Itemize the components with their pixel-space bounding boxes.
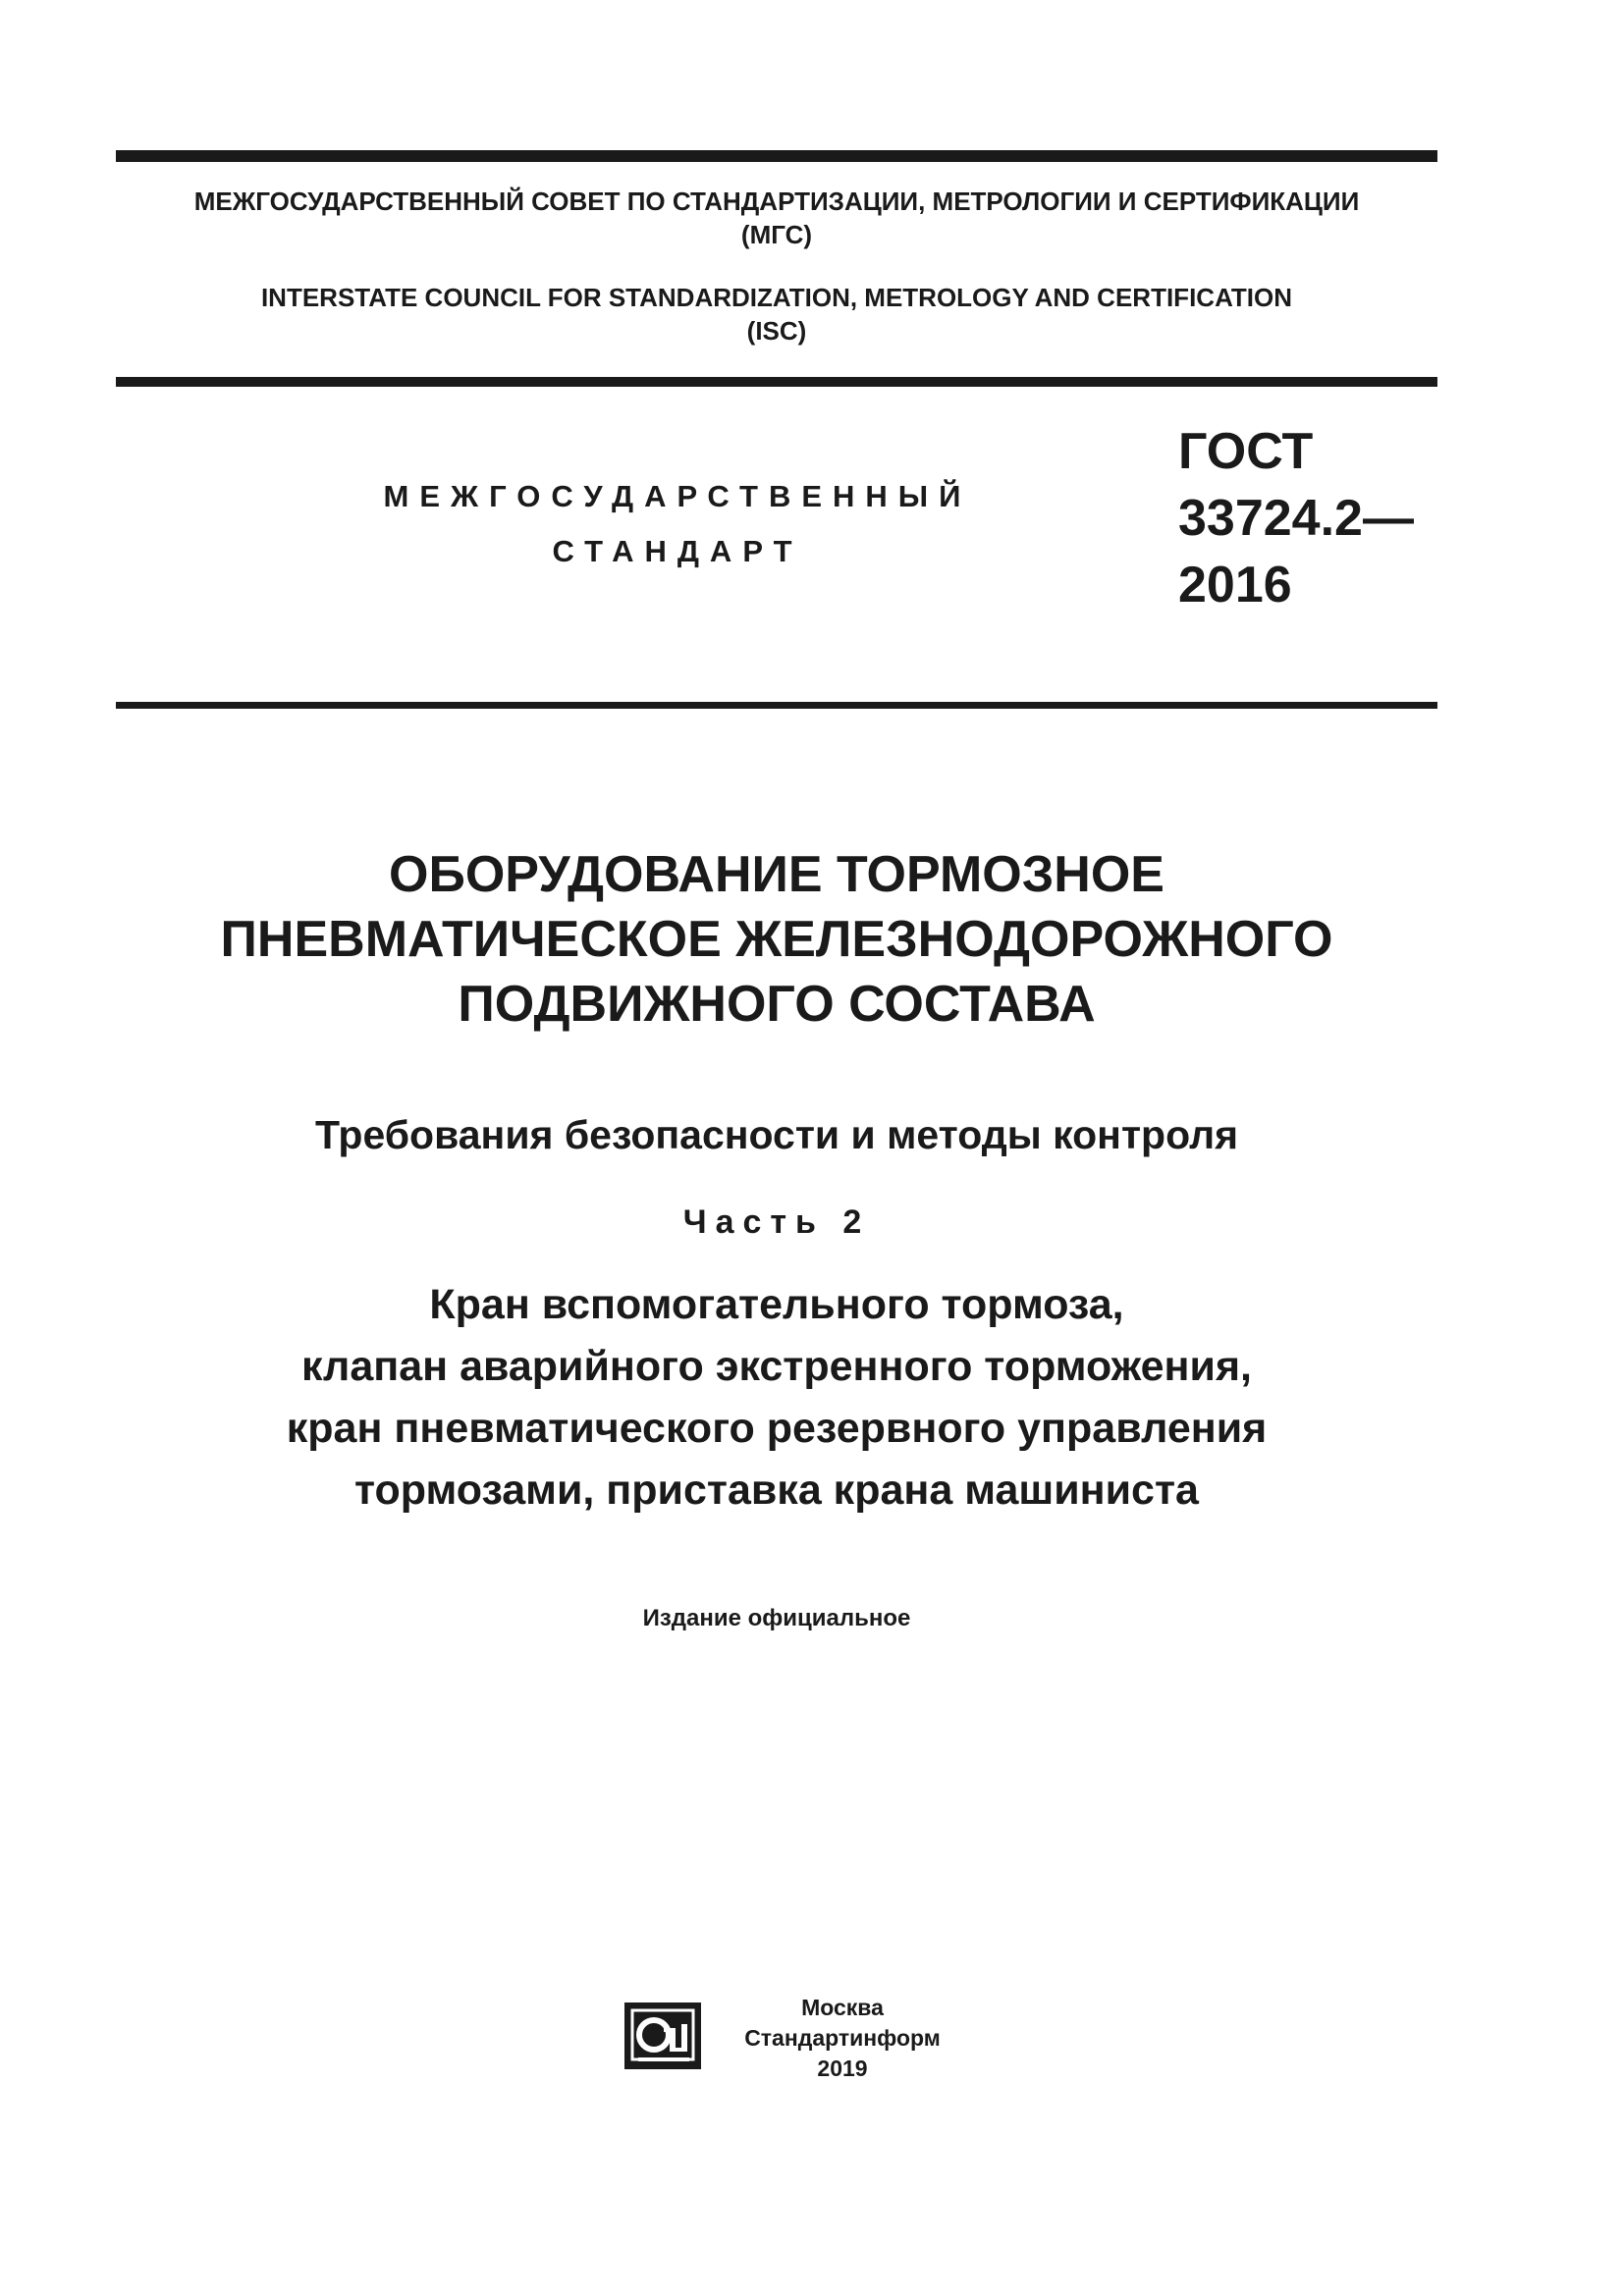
part-title-line-4: тормозами, приставка крана машиниста bbox=[354, 1467, 1199, 1514]
publisher-name: Стандартинформ bbox=[744, 2025, 941, 2051]
part-title bbox=[116, 1274, 1437, 1522]
publisher-year: 2019 bbox=[817, 2056, 868, 2081]
standard-kind-line-1: МЕЖГОСУДАРСТВЕННЫЙ bbox=[383, 479, 972, 513]
designation-number: 33724.2— bbox=[1178, 490, 1414, 547]
designation-year: 2016 bbox=[1178, 557, 1292, 614]
publisher-info bbox=[725, 1993, 960, 2084]
council-ru-abbr: (МГС) bbox=[740, 220, 813, 249]
publisher-city: Москва bbox=[801, 1995, 884, 2020]
lower-rule bbox=[116, 702, 1437, 709]
standartinform-logo-icon bbox=[619, 1999, 707, 2073]
middle-rule bbox=[116, 377, 1437, 387]
title-line-3: ПОДВИЖНОГО СОСТАВА bbox=[458, 976, 1096, 1033]
part-title-line-2: клапан аварийного экстренного торможения, bbox=[300, 1343, 1252, 1390]
edition-note: Издание официальное bbox=[642, 1605, 911, 1631]
part-title-line-3: кран пневматического резервного управления bbox=[286, 1405, 1268, 1452]
document-title bbox=[116, 842, 1437, 1037]
council-name-en bbox=[116, 281, 1437, 347]
council-en-abbr: (ISC) bbox=[746, 316, 807, 346]
part-title-line-1: Кран вспомогательного тормоза, bbox=[429, 1281, 1124, 1328]
title-line-2: ПНЕВМАТИЧЕСКОЕ ЖЕЛЕЗНОДОРОЖНОГО bbox=[220, 911, 1333, 968]
top-rule bbox=[116, 150, 1437, 162]
council-en-line-1: INTERSTATE COUNCIL FOR STANDARDIZATION, METROLOGY AND CERTIFICATION bbox=[260, 283, 1293, 312]
standard-kind bbox=[295, 469, 1060, 579]
title-line-1: ОБОРУДОВАНИЕ ТОРМОЗНОЕ bbox=[389, 846, 1164, 903]
document-subtitle: Требования безопасности и методы контроля bbox=[314, 1112, 1239, 1157]
designation-prefix: ГОСТ bbox=[1178, 423, 1314, 480]
council-name-ru bbox=[116, 185, 1437, 251]
council-ru-line-1: МЕЖГОСУДАРСТВЕННЫЙ СОВЕТ ПО СТАНДАРТИЗАЦИИ, МЕТРОЛОГИИ И СЕРТИФИКАЦИИ bbox=[193, 187, 1360, 216]
standard-kind-line-2: СТАНДАРТ bbox=[552, 534, 803, 568]
standard-designation bbox=[1178, 418, 1414, 618]
part-label: Часть 2 bbox=[682, 1203, 871, 1241]
